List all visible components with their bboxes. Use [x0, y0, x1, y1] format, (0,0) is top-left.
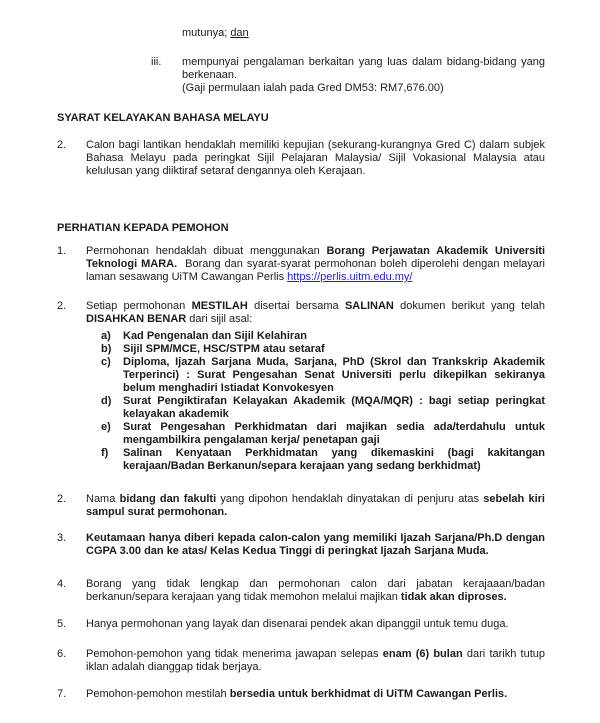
document-list-item-f — [101, 447, 545, 473]
text-run: dari sijil asal: — [186, 313, 253, 325]
item-marker: 2. — [57, 139, 67, 151]
text-run: dari tarikh tutup iklan adalah dianggap tidak berjaya. — [86, 648, 546, 673]
perhatian-item-7 — [57, 688, 545, 701]
bold-text-run: tidak akan diproses. — [400, 591, 507, 603]
roman-item-iii — [151, 56, 545, 82]
bold-text-run: Keutamaan hanya diberi kepada calon-calon yang memiliki Ijazah Sarjana/Ph.D dengan CGPA 3.00 dan ke atas/ Kelas Kedua Tinggi di peringkat Ijazah Sarjana Muda. — [86, 532, 545, 557]
section-heading-perhatian — [57, 222, 545, 235]
item-marker: iii. — [151, 56, 162, 68]
section-heading-bahasa-melayu — [57, 112, 545, 125]
text-run: Pemohon-pemohon mestilah — [86, 688, 230, 700]
perhatian-item-1 — [57, 245, 545, 284]
paragraph-text — [86, 578, 545, 604]
item-marker: 2. — [57, 300, 67, 312]
bahasa-melayu-item-2 — [57, 139, 545, 178]
item-letter-marker: e) — [101, 421, 111, 433]
document-list-item-c — [101, 356, 545, 395]
text-run: Nama — [86, 493, 120, 505]
bold-text-run: SALINAN — [344, 300, 394, 312]
document-list-item-d — [101, 395, 545, 421]
underlined-text-run: dan — [230, 27, 249, 39]
heading-text — [57, 112, 545, 125]
text-run: mempunyai pengalaman berkaitan yang luas dalam bidang-bidang yang berkenaan. — [182, 56, 545, 81]
paragraph-text — [86, 688, 545, 701]
text-run: mutunya; — [182, 27, 231, 39]
item-marker: 4. — [57, 578, 67, 590]
item-marker: 1. — [57, 245, 67, 257]
paragraph-text — [86, 245, 545, 284]
item-letter-marker: f) — [101, 447, 109, 459]
paragraph-text — [86, 648, 545, 674]
paragraph-text — [182, 82, 545, 95]
item-marker: 3. — [57, 532, 67, 544]
text-run: yang dipohon hendaklah dinyatakan di penjuru atas — [216, 493, 484, 505]
text-run: Hanya permohonan yang layak dan disenarai pendek akan dipanggil untuk temu duga. — [86, 618, 509, 630]
text-run: Borang yang tidak lengkap dan permohonan calon dari jabatan kerajaaan/badan berkanun/separa kerajaan yang tidak memohon melalui majikan — [86, 578, 545, 603]
salary-note-line — [182, 82, 545, 95]
paragraph-text — [123, 343, 545, 356]
bold-text-run: enam (6) bulan — [382, 648, 463, 660]
document-list-item-a — [101, 330, 545, 343]
perhatian-item-6 — [57, 648, 545, 674]
paragraph-text — [123, 421, 545, 447]
paragraph-text — [86, 532, 545, 558]
document-list-item-e — [101, 421, 545, 447]
preamble-continuation-line — [182, 27, 545, 40]
text-run: Setiap permohonan — [86, 300, 192, 312]
paragraph-text — [86, 493, 545, 519]
perhatian-item-5 — [57, 618, 545, 631]
text-run: (Gaji permulaan ialah pada Gred DM53: RM7,676.00) — [182, 82, 444, 94]
paragraph-text — [182, 27, 545, 40]
item-marker: 7. — [57, 688, 67, 700]
perhatian-item-2-envelope — [57, 493, 545, 519]
bold-text-run: Surat Pengesahan Perkhidmatan dari majikan sedia ada/terdahulu untuk mengambilkira pengalaman kerja/ penetapan gaji — [123, 421, 545, 446]
bold-text-run: Kad Pengenalan dan Sijil Kelahiran — [123, 330, 307, 342]
item-letter-marker: d) — [101, 395, 112, 407]
paragraph-text — [123, 330, 545, 343]
bold-text-run: Sijil SPM/MCE, HSC/STPM atau setaraf — [123, 343, 325, 355]
document-list-item-b — [101, 343, 545, 356]
text-run: Pemohon-pemohon yang tidak menerima jawapan selepas — [86, 648, 383, 660]
paragraph-text — [123, 395, 545, 421]
bold-text-run: Borang Perjawatan Akademik Universiti Teknologi MARA. — [86, 245, 546, 270]
bold-text-run: bidang dan fakulti — [119, 493, 217, 505]
perhatian-item-4 — [57, 578, 545, 604]
paragraph-text — [86, 139, 545, 178]
text-run: Calon bagi lantikan hendaklah memiliki kepujian (sekurang-kurangnya Gred C) dalam subjek Bahasa Melayu pada peringkat Sijil Pelajaran Malaysia/ Sijil Vokasional Malaysia atau kelulusan yang diiktiraf setaraf dengannya oleh Kerajaan. — [86, 139, 545, 177]
paragraph-text — [123, 447, 545, 473]
paragraph-text — [182, 56, 545, 82]
text-run: PERHATIAN KEPADA PEMOHON — [57, 222, 229, 234]
item-letter-marker: a) — [101, 330, 111, 342]
item-letter-marker: b) — [101, 343, 112, 355]
text-run: Borang dan syarat-syarat permohonan boleh diperolehi dengan melayari laman sesawang UiTM Cawangan Perlis — [86, 258, 545, 283]
perhatian-item-2 — [57, 300, 545, 326]
item-marker: 5. — [57, 618, 67, 630]
perlis-website-link[interactable]: https://perlis.uitm.edu.my/ — [287, 271, 413, 283]
perhatian-item-3 — [57, 532, 545, 558]
bold-text-run: DISAHKAN BENAR — [86, 313, 187, 325]
bold-text-run: Salinan Kenyataan Perkhidmatan yang dikemaskini (bagi kakitangan kerajaan/Badan Berkanun/separa kerajaan yang sedang berkhidmat) — [123, 447, 545, 472]
text-run: disertai bersama — [247, 300, 345, 312]
text-run: SYARAT KELAYAKAN BAHASA MELAYU — [57, 112, 269, 124]
heading-text — [57, 222, 545, 235]
bold-text-run: Diploma, Ijazah Sarjana Muda, Sarjana, PhD (Skrol dan Trankskrip Akademik Terperinci) : Surat Pengesahan Senat Universiti perlu dikepilkan sekiranya belum menghadiri Istiadat Konvokesyen — [123, 356, 545, 394]
bold-text-run: MESTILAH — [191, 300, 248, 312]
item-letter-marker: c) — [101, 356, 111, 368]
item-marker: 2. — [57, 493, 67, 505]
bold-text-run: Surat Pengiktirafan Kelayakan Akademik (MQA/MQR) : bagi setiap peringkat kelayakan akademik — [123, 395, 545, 420]
bold-text-run: bersedia untuk berkhidmat di UiTM Cawangan Perlis. — [229, 688, 508, 700]
text-run: dokumen berikut yang telah — [393, 300, 546, 312]
paragraph-text — [123, 356, 545, 395]
paragraph-text — [86, 300, 545, 326]
bold-text-run: sebelah kiri sampul surat permohonan. — [86, 493, 545, 518]
paragraph-text — [86, 618, 545, 631]
text-run: Permohonan hendaklah dibuat menggunakan — [86, 245, 327, 257]
item-marker: 6. — [57, 648, 67, 660]
